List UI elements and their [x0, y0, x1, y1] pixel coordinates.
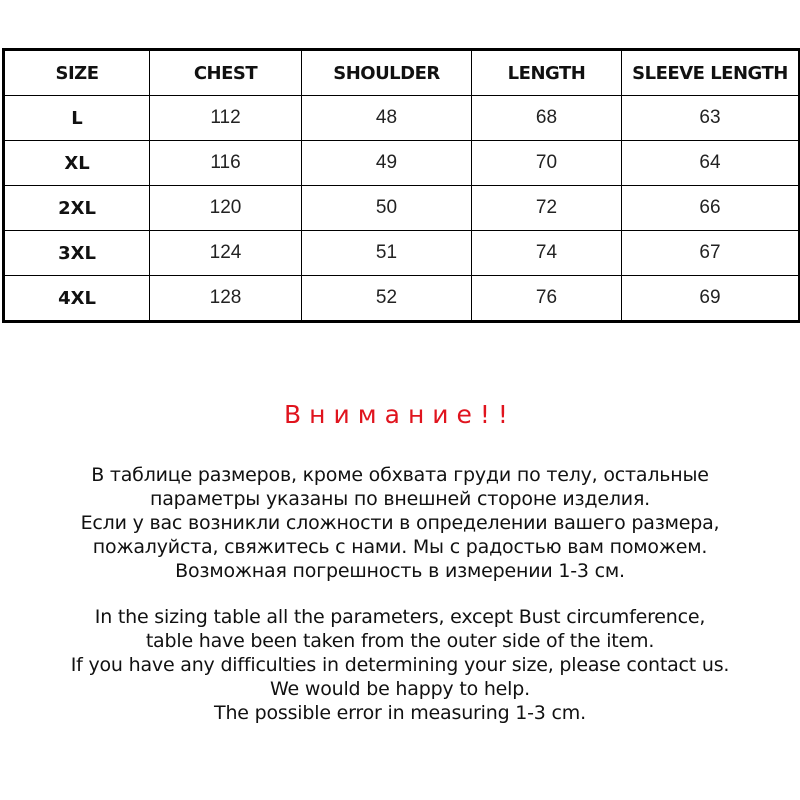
shoulder-cell: 49 — [302, 141, 472, 186]
table-row — [4, 186, 800, 231]
chest-cell: 112 — [150, 96, 302, 141]
size-chart-table — [2, 48, 800, 323]
sleeve-length-cell: 63 — [622, 96, 800, 141]
table-header-row — [4, 50, 800, 96]
english-notice-line: The possible error in measuring 1-3 cm. — [214, 702, 586, 724]
shoulder-cell: 48 — [302, 96, 472, 141]
chest-cell: 124 — [150, 231, 302, 276]
russian-notice-line: Возможная погрешность в измерении 1-3 см. — [175, 560, 625, 582]
table-row — [4, 276, 800, 322]
header-sleeve-length: SLEEVE LENGTH — [622, 50, 800, 96]
table-row — [4, 231, 800, 276]
english-notice-line: table have been taken from the outer side of the item. — [145, 630, 655, 652]
size-cell: XL — [4, 141, 150, 186]
english-notice-line: In the sizing table all the parameters, except Bust circumference, — [94, 606, 706, 628]
shoulder-cell: 51 — [302, 231, 472, 276]
russian-notice — [0, 463, 800, 583]
russian-notice-line: Если у вас возникли сложности в определении вашего размера, — [80, 512, 720, 534]
attention-heading: Внимание!! — [284, 400, 516, 429]
header-size: SIZE — [4, 50, 150, 96]
table-row — [4, 96, 800, 141]
size-cell: 3XL — [4, 231, 150, 276]
header-shoulder: SHOULDER — [302, 50, 472, 96]
size-cell: 4XL — [4, 276, 150, 322]
english-notice — [0, 605, 800, 725]
shoulder-cell: 50 — [302, 186, 472, 231]
shoulder-cell: 52 — [302, 276, 472, 322]
sleeve-length-cell: 64 — [622, 141, 800, 186]
table-row — [4, 141, 800, 186]
length-cell: 68 — [472, 96, 622, 141]
length-cell: 76 — [472, 276, 622, 322]
russian-notice-line: пожалуйста, свяжитесь с нами. Мы с радостью вам поможем. — [92, 536, 708, 558]
length-cell: 72 — [472, 186, 622, 231]
chest-cell: 120 — [150, 186, 302, 231]
russian-notice-line: В таблице размеров, кроме обхвата груди по телу, остальные — [91, 464, 709, 486]
english-notice-line: If you have any difficulties in determining your size, please contact us. — [70, 654, 730, 676]
english-notice-line: We would be happy to help. — [270, 678, 530, 700]
sleeve-length-cell: 69 — [622, 276, 800, 322]
length-cell: 74 — [472, 231, 622, 276]
header-chest: CHEST — [150, 50, 302, 96]
russian-notice-line: параметры указаны по внешней стороне изделия. — [149, 488, 651, 510]
sleeve-length-cell: 66 — [622, 186, 800, 231]
chest-cell: 116 — [150, 141, 302, 186]
sleeve-length-cell: 67 — [622, 231, 800, 276]
chest-cell: 128 — [150, 276, 302, 322]
header-length: LENGTH — [472, 50, 622, 96]
length-cell: 70 — [472, 141, 622, 186]
size-cell: L — [4, 96, 150, 141]
size-cell: 2XL — [4, 186, 150, 231]
